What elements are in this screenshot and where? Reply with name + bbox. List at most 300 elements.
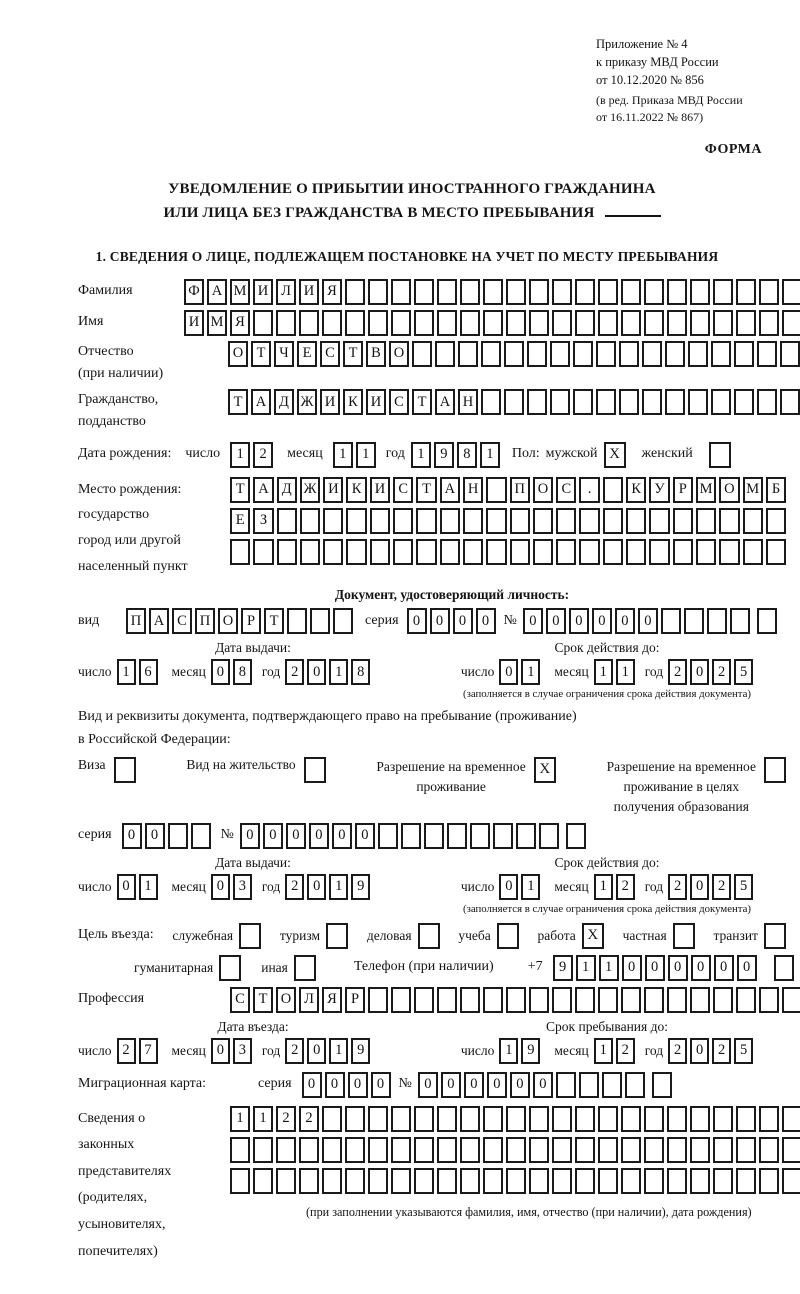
char-cell[interactable]	[414, 279, 434, 305]
char-cell[interactable]	[690, 1168, 710, 1194]
char-cell[interactable]: К	[343, 389, 363, 415]
char-cell[interactable]	[690, 987, 710, 1013]
char-cell[interactable]: 0	[638, 608, 658, 634]
char-cell[interactable]: А	[253, 477, 273, 503]
char-cell[interactable]: 0	[533, 1072, 553, 1098]
char-cell[interactable]	[575, 1106, 595, 1132]
char-cell[interactable]: Я	[322, 987, 342, 1013]
char-cell[interactable]: 2	[668, 659, 687, 685]
char-cell[interactable]: 2	[276, 1106, 296, 1132]
char-cell[interactable]: О	[218, 608, 238, 634]
char-cell[interactable]: 0	[737, 955, 757, 981]
residence-permit-checkbox[interactable]	[304, 757, 326, 783]
char-cell[interactable]	[414, 310, 434, 336]
char-cell[interactable]: 0	[332, 823, 352, 849]
char-cell[interactable]	[598, 987, 618, 1013]
char-cell[interactable]	[556, 508, 576, 534]
char-cell[interactable]	[483, 1106, 503, 1132]
char-cell[interactable]: 0	[714, 955, 734, 981]
char-cell[interactable]: С	[556, 477, 576, 503]
char-cell[interactable]	[575, 310, 595, 336]
char-cell[interactable]: 8	[457, 442, 477, 468]
temp-residence-education-checkbox[interactable]	[764, 757, 786, 783]
char-cell[interactable]: Т	[251, 341, 271, 367]
char-cell[interactable]	[345, 279, 365, 305]
char-cell[interactable]: М	[696, 477, 716, 503]
char-cell[interactable]	[736, 1106, 756, 1132]
char-cell[interactable]	[346, 508, 366, 534]
char-cell[interactable]	[391, 987, 411, 1013]
char-cell[interactable]	[368, 1106, 388, 1132]
char-cell[interactable]	[619, 389, 639, 415]
char-cell[interactable]: 1	[411, 442, 431, 468]
char-cell[interactable]	[652, 1072, 672, 1098]
char-cell[interactable]: 2	[712, 1038, 731, 1064]
char-cell[interactable]	[440, 508, 460, 534]
char-cell[interactable]: 2	[285, 1038, 304, 1064]
char-cell[interactable]	[506, 310, 526, 336]
char-cell[interactable]	[506, 987, 526, 1013]
char-cell[interactable]: 0	[240, 823, 260, 849]
char-cell[interactable]: 2	[285, 659, 304, 685]
char-cell[interactable]: К	[626, 477, 646, 503]
humanitarian-checkbox[interactable]	[219, 955, 241, 981]
char-cell[interactable]: 0	[371, 1072, 391, 1098]
char-cell[interactable]	[713, 1168, 733, 1194]
char-cell[interactable]	[642, 341, 662, 367]
char-cell[interactable]	[619, 341, 639, 367]
char-cell[interactable]: Ж	[300, 477, 320, 503]
char-cell[interactable]	[626, 508, 646, 534]
char-cell[interactable]	[734, 389, 754, 415]
char-cell[interactable]	[550, 389, 570, 415]
char-cell[interactable]: 0	[348, 1072, 368, 1098]
char-cell[interactable]	[719, 539, 739, 565]
char-cell[interactable]: 1	[499, 1038, 518, 1064]
char-cell[interactable]: 0	[464, 1072, 484, 1098]
char-cell[interactable]	[323, 539, 343, 565]
char-cell[interactable]	[759, 310, 779, 336]
char-cell[interactable]	[506, 1168, 526, 1194]
char-cell[interactable]	[649, 508, 669, 534]
char-cell[interactable]: 6	[139, 659, 158, 685]
char-cell[interactable]: П	[126, 608, 146, 634]
char-cell[interactable]	[333, 608, 353, 634]
char-cell[interactable]: И	[366, 389, 386, 415]
char-cell[interactable]	[310, 608, 330, 634]
char-cell[interactable]: Я	[322, 279, 342, 305]
char-cell[interactable]	[573, 389, 593, 415]
char-cell[interactable]	[483, 987, 503, 1013]
char-cell[interactable]	[447, 823, 467, 849]
char-cell[interactable]: И	[184, 310, 204, 336]
char-cell[interactable]	[665, 341, 685, 367]
char-cell[interactable]: 0	[117, 874, 136, 900]
char-cell[interactable]: 2	[253, 442, 273, 468]
char-cell[interactable]	[440, 539, 460, 565]
char-cell[interactable]: 2	[285, 874, 304, 900]
char-cell[interactable]	[322, 1137, 342, 1163]
char-cell[interactable]: 1	[521, 874, 540, 900]
char-cell[interactable]	[621, 1106, 641, 1132]
char-cell[interactable]	[414, 1168, 434, 1194]
char-cell[interactable]	[345, 1168, 365, 1194]
char-cell[interactable]	[575, 987, 595, 1013]
char-cell[interactable]: 1	[230, 1106, 250, 1132]
char-cell[interactable]	[391, 310, 411, 336]
char-cell[interactable]	[782, 1106, 800, 1132]
char-cell[interactable]	[346, 539, 366, 565]
char-cell[interactable]	[481, 389, 501, 415]
char-cell[interactable]	[552, 987, 572, 1013]
char-cell[interactable]	[556, 539, 576, 565]
char-cell[interactable]	[673, 508, 693, 534]
char-cell[interactable]	[736, 987, 756, 1013]
char-cell[interactable]	[649, 539, 669, 565]
char-cell[interactable]: 0	[690, 1038, 709, 1064]
char-cell[interactable]: Н	[463, 477, 483, 503]
char-cell[interactable]	[782, 310, 800, 336]
char-cell[interactable]	[460, 987, 480, 1013]
char-cell[interactable]	[667, 987, 687, 1013]
char-cell[interactable]	[529, 279, 549, 305]
char-cell[interactable]	[667, 1168, 687, 1194]
char-cell[interactable]	[713, 310, 733, 336]
char-cell[interactable]: 2	[616, 874, 635, 900]
work-checkbox[interactable]: X	[582, 923, 604, 949]
char-cell[interactable]	[529, 310, 549, 336]
char-cell[interactable]	[766, 539, 786, 565]
char-cell[interactable]	[552, 310, 572, 336]
char-cell[interactable]	[299, 1168, 319, 1194]
char-cell[interactable]	[437, 987, 457, 1013]
char-cell[interactable]	[665, 389, 685, 415]
char-cell[interactable]: 0	[307, 659, 326, 685]
char-cell[interactable]	[579, 1072, 599, 1098]
char-cell[interactable]	[463, 508, 483, 534]
char-cell[interactable]: З	[253, 508, 273, 534]
char-cell[interactable]	[759, 1106, 779, 1132]
char-cell[interactable]	[393, 539, 413, 565]
char-cell[interactable]	[506, 1106, 526, 1132]
char-cell[interactable]: 1	[329, 659, 348, 685]
char-cell[interactable]: 0	[302, 1072, 322, 1098]
char-cell[interactable]	[598, 1137, 618, 1163]
visa-checkbox[interactable]	[114, 757, 136, 783]
char-cell[interactable]: 1	[594, 659, 613, 685]
char-cell[interactable]	[230, 539, 250, 565]
char-cell[interactable]: С	[172, 608, 192, 634]
char-cell[interactable]: 7	[139, 1038, 158, 1064]
char-cell[interactable]	[299, 1137, 319, 1163]
char-cell[interactable]	[401, 823, 421, 849]
char-cell[interactable]	[780, 341, 800, 367]
char-cell[interactable]	[743, 508, 763, 534]
char-cell[interactable]: О	[228, 341, 248, 367]
char-cell[interactable]: Е	[230, 508, 250, 534]
char-cell[interactable]	[391, 1168, 411, 1194]
char-cell[interactable]	[458, 341, 478, 367]
char-cell[interactable]: 2	[299, 1106, 319, 1132]
char-cell[interactable]: 1	[594, 874, 613, 900]
char-cell[interactable]: Л	[276, 279, 296, 305]
char-cell[interactable]	[323, 508, 343, 534]
char-cell[interactable]	[529, 1168, 549, 1194]
char-cell[interactable]: 0	[355, 823, 375, 849]
char-cell[interactable]	[642, 389, 662, 415]
char-cell[interactable]: С	[393, 477, 413, 503]
char-cell[interactable]	[575, 279, 595, 305]
char-cell[interactable]: 0	[418, 1072, 438, 1098]
char-cell[interactable]	[603, 477, 623, 503]
char-cell[interactable]: 8	[351, 659, 370, 685]
char-cell[interactable]	[460, 1168, 480, 1194]
char-cell[interactable]	[696, 508, 716, 534]
char-cell[interactable]: 0	[325, 1072, 345, 1098]
char-cell[interactable]	[435, 341, 455, 367]
char-cell[interactable]	[368, 1137, 388, 1163]
char-cell[interactable]: 1	[599, 955, 619, 981]
char-cell[interactable]: 0	[307, 874, 326, 900]
char-cell[interactable]	[566, 823, 586, 849]
char-cell[interactable]: Д	[274, 389, 294, 415]
char-cell[interactable]	[370, 539, 390, 565]
char-cell[interactable]	[621, 310, 641, 336]
char-cell[interactable]	[579, 508, 599, 534]
char-cell[interactable]: 2	[712, 874, 731, 900]
char-cell[interactable]	[696, 539, 716, 565]
char-cell[interactable]	[230, 1168, 250, 1194]
char-cell[interactable]: Ч	[274, 341, 294, 367]
male-checkbox[interactable]: X	[604, 442, 626, 468]
char-cell[interactable]	[644, 1137, 664, 1163]
char-cell[interactable]: С	[320, 341, 340, 367]
char-cell[interactable]	[673, 539, 693, 565]
char-cell[interactable]	[483, 1137, 503, 1163]
char-cell[interactable]: 0	[668, 955, 688, 981]
char-cell[interactable]: 0	[645, 955, 665, 981]
char-cell[interactable]: 5	[734, 1038, 753, 1064]
char-cell[interactable]: 1	[329, 1038, 348, 1064]
char-cell[interactable]	[483, 310, 503, 336]
char-cell[interactable]: 0	[690, 659, 709, 685]
char-cell[interactable]: 1	[594, 1038, 613, 1064]
char-cell[interactable]: 0	[499, 874, 518, 900]
char-cell[interactable]	[391, 1106, 411, 1132]
char-cell[interactable]: 5	[734, 874, 753, 900]
char-cell[interactable]: Б	[766, 477, 786, 503]
temp-residence-checkbox[interactable]: X	[534, 757, 556, 783]
char-cell[interactable]: 1	[139, 874, 158, 900]
char-cell[interactable]: 1	[253, 1106, 273, 1132]
char-cell[interactable]	[506, 279, 526, 305]
char-cell[interactable]	[168, 823, 188, 849]
char-cell[interactable]	[688, 341, 708, 367]
char-cell[interactable]: И	[320, 389, 340, 415]
char-cell[interactable]: 2	[616, 1038, 635, 1064]
char-cell[interactable]	[734, 341, 754, 367]
char-cell[interactable]	[483, 1168, 503, 1194]
char-cell[interactable]: 0	[615, 608, 635, 634]
char-cell[interactable]: О	[276, 987, 296, 1013]
tourism-checkbox[interactable]	[326, 923, 348, 949]
char-cell[interactable]: 2	[117, 1038, 136, 1064]
char-cell[interactable]	[424, 823, 444, 849]
char-cell[interactable]: 1	[329, 874, 348, 900]
char-cell[interactable]: 1	[576, 955, 596, 981]
char-cell[interactable]: О	[533, 477, 553, 503]
char-cell[interactable]	[191, 823, 211, 849]
char-cell[interactable]: 8	[233, 659, 252, 685]
char-cell[interactable]: А	[251, 389, 271, 415]
char-cell[interactable]	[552, 1137, 572, 1163]
transit-checkbox[interactable]	[764, 923, 786, 949]
char-cell[interactable]: М	[207, 310, 227, 336]
char-cell[interactable]	[253, 539, 273, 565]
char-cell[interactable]	[596, 389, 616, 415]
char-cell[interactable]: А	[435, 389, 455, 415]
char-cell[interactable]	[391, 1137, 411, 1163]
char-cell[interactable]: 0	[546, 608, 566, 634]
char-cell[interactable]: Т	[343, 341, 363, 367]
char-cell[interactable]	[598, 310, 618, 336]
char-cell[interactable]	[667, 310, 687, 336]
char-cell[interactable]: О	[719, 477, 739, 503]
char-cell[interactable]	[481, 341, 501, 367]
char-cell[interactable]	[759, 279, 779, 305]
char-cell[interactable]	[757, 389, 777, 415]
char-cell[interactable]	[603, 508, 623, 534]
char-cell[interactable]: 0	[430, 608, 450, 634]
char-cell[interactable]: Т	[228, 389, 248, 415]
char-cell[interactable]: 5	[734, 659, 753, 685]
char-cell[interactable]: 1	[356, 442, 376, 468]
char-cell[interactable]	[463, 539, 483, 565]
char-cell[interactable]: .	[579, 477, 599, 503]
char-cell[interactable]	[782, 987, 800, 1013]
char-cell[interactable]	[552, 1106, 572, 1132]
char-cell[interactable]: 0	[211, 1038, 230, 1064]
char-cell[interactable]	[736, 279, 756, 305]
char-cell[interactable]	[253, 310, 273, 336]
char-cell[interactable]	[527, 341, 547, 367]
char-cell[interactable]	[276, 310, 296, 336]
char-cell[interactable]	[556, 1072, 576, 1098]
char-cell[interactable]	[437, 279, 457, 305]
char-cell[interactable]: М	[743, 477, 763, 503]
char-cell[interactable]: Т	[230, 477, 250, 503]
char-cell[interactable]	[711, 341, 731, 367]
char-cell[interactable]	[437, 1106, 457, 1132]
private-checkbox[interactable]	[673, 923, 695, 949]
char-cell[interactable]	[690, 310, 710, 336]
char-cell[interactable]: Р	[241, 608, 261, 634]
char-cell[interactable]	[552, 1168, 572, 1194]
char-cell[interactable]	[437, 1168, 457, 1194]
char-cell[interactable]	[713, 279, 733, 305]
char-cell[interactable]: Я	[230, 310, 250, 336]
char-cell[interactable]: 0	[622, 955, 642, 981]
char-cell[interactable]: 0	[263, 823, 283, 849]
char-cell[interactable]	[719, 508, 739, 534]
char-cell[interactable]	[579, 539, 599, 565]
char-cell[interactable]	[743, 539, 763, 565]
char-cell[interactable]	[644, 987, 664, 1013]
char-cell[interactable]	[516, 823, 536, 849]
char-cell[interactable]	[774, 955, 794, 981]
char-cell[interactable]: 1	[333, 442, 353, 468]
char-cell[interactable]	[713, 1137, 733, 1163]
char-cell[interactable]	[736, 310, 756, 336]
char-cell[interactable]	[253, 1168, 273, 1194]
char-cell[interactable]	[416, 508, 436, 534]
char-cell[interactable]	[766, 508, 786, 534]
char-cell[interactable]	[370, 508, 390, 534]
char-cell[interactable]	[529, 1106, 549, 1132]
char-cell[interactable]: 0	[523, 608, 543, 634]
char-cell[interactable]	[780, 389, 800, 415]
char-cell[interactable]	[345, 1106, 365, 1132]
char-cell[interactable]: У	[649, 477, 669, 503]
char-cell[interactable]	[510, 539, 530, 565]
char-cell[interactable]	[598, 1106, 618, 1132]
char-cell[interactable]	[276, 1168, 296, 1194]
char-cell[interactable]	[322, 1106, 342, 1132]
char-cell[interactable]	[510, 508, 530, 534]
char-cell[interactable]: 0	[499, 659, 518, 685]
char-cell[interactable]	[414, 1106, 434, 1132]
char-cell[interactable]	[483, 279, 503, 305]
official-checkbox[interactable]	[239, 923, 261, 949]
char-cell[interactable]	[486, 508, 506, 534]
char-cell[interactable]	[300, 508, 320, 534]
char-cell[interactable]: 2	[668, 1038, 687, 1064]
char-cell[interactable]	[504, 389, 524, 415]
char-cell[interactable]	[667, 1106, 687, 1132]
char-cell[interactable]	[713, 1106, 733, 1132]
char-cell[interactable]: А	[207, 279, 227, 305]
char-cell[interactable]	[550, 341, 570, 367]
char-cell[interactable]: Р	[673, 477, 693, 503]
char-cell[interactable]	[486, 477, 506, 503]
char-cell[interactable]	[460, 279, 480, 305]
char-cell[interactable]	[345, 1137, 365, 1163]
char-cell[interactable]: А	[149, 608, 169, 634]
char-cell[interactable]: 9	[434, 442, 454, 468]
female-checkbox[interactable]	[709, 442, 731, 468]
char-cell[interactable]: 0	[309, 823, 329, 849]
char-cell[interactable]	[596, 341, 616, 367]
char-cell[interactable]	[644, 279, 664, 305]
char-cell[interactable]	[414, 987, 434, 1013]
char-cell[interactable]	[287, 608, 307, 634]
char-cell[interactable]: 9	[351, 1038, 370, 1064]
char-cell[interactable]: С	[389, 389, 409, 415]
char-cell[interactable]: М	[230, 279, 250, 305]
char-cell[interactable]: Т	[412, 389, 432, 415]
char-cell[interactable]	[300, 539, 320, 565]
char-cell[interactable]	[782, 1137, 800, 1163]
business-checkbox[interactable]	[418, 923, 440, 949]
char-cell[interactable]	[757, 341, 777, 367]
char-cell[interactable]: И	[323, 477, 343, 503]
char-cell[interactable]	[506, 1137, 526, 1163]
char-cell[interactable]	[437, 310, 457, 336]
char-cell[interactable]: 0	[145, 823, 165, 849]
char-cell[interactable]: Т	[264, 608, 284, 634]
char-cell[interactable]	[393, 508, 413, 534]
char-cell[interactable]	[621, 987, 641, 1013]
